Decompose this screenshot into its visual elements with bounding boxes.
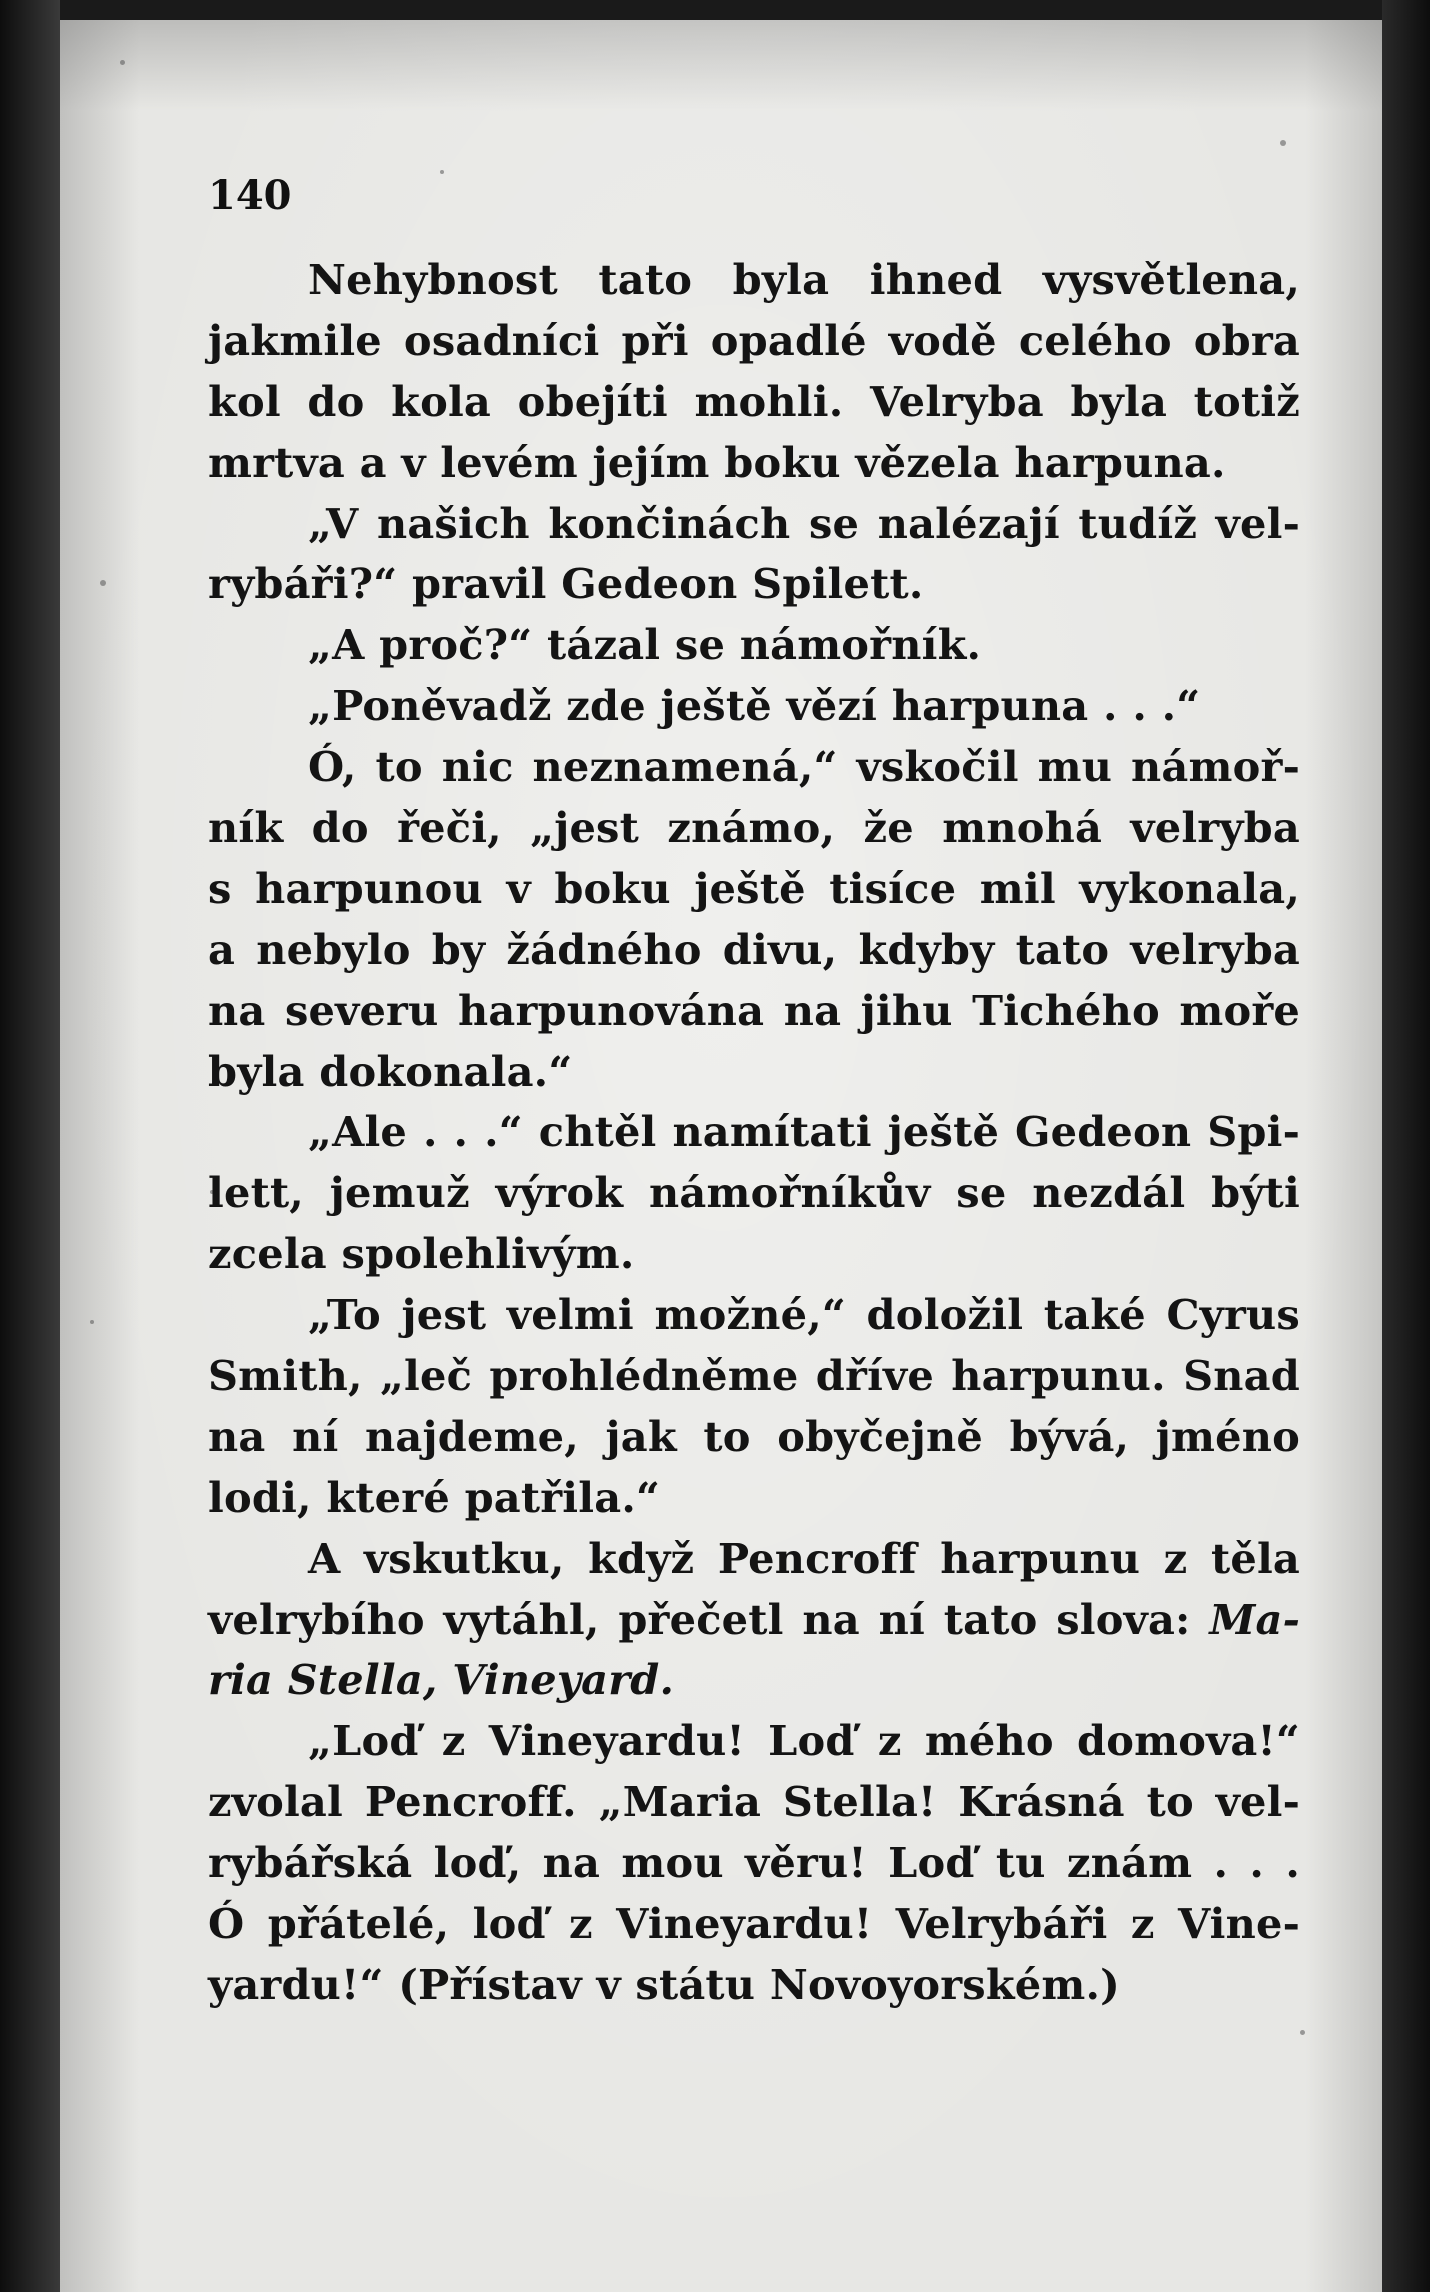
text-line: yardu!“ (Přístav v státu Novoyorském.)	[208, 1959, 1121, 2009]
text-line: mrtva a v levém jejím boku vězela harpuna.	[208, 437, 1226, 487]
page-number: 140	[208, 172, 292, 219]
text-line: a nebylo by žádného divu, kdyby tato velryba	[208, 924, 1300, 974]
scan-speck	[440, 170, 444, 174]
scan-speck	[1300, 2030, 1305, 2035]
scan-speck	[120, 60, 125, 65]
text-line: zvolal Pencroff. „Maria Stella! Krásná to vel-	[208, 1777, 1300, 1827]
scan-border-left	[0, 0, 60, 2292]
text-line: „A proč?“ tázal se námořník.	[308, 620, 982, 670]
text-line: s harpunou v boku ještě tisíce mil vykonala,	[208, 863, 1300, 913]
text-line: velrybího vytáhl, přečetl na ní tato slova: Ma-	[208, 1594, 1300, 1644]
text-line: Smith, „leč prohlédněme dříve harpunu. Snad	[208, 1351, 1300, 1401]
text-line: jakmile osadníci při opadlé vodě celého obra	[208, 315, 1300, 365]
text-line: rybářská loď, na mou věru! Loď tu znám . . .	[208, 1838, 1300, 1888]
text-line: ník do řeči, „jest známo, že mnohá velryba	[208, 803, 1300, 853]
scan-speck	[1280, 140, 1286, 146]
page-body-text	[208, 250, 1300, 2016]
text-line: Ó přátelé, loď z Vineyardu! Velrybáři z Vine-	[208, 1899, 1300, 1949]
text-line: byla dokonala.“	[208, 1046, 573, 1096]
text-line: ria Stella, Vineyard.	[208, 1655, 675, 1705]
text-line: lodi, které patřila.“	[208, 1472, 661, 1522]
text-line: na ní najdeme, jak to obyčejně bývá, jméno	[208, 1411, 1300, 1461]
text-line: „Ale . . .“ chtěl namítati ještě Gedeon Spi-	[308, 1107, 1300, 1157]
text-line: „V našich končinách se nalézají tudíž vel-	[308, 498, 1300, 548]
scan-speck	[100, 580, 106, 586]
scan-border-right	[1382, 0, 1430, 2292]
scan-speck	[90, 1320, 94, 1324]
text-line: lett, jemuž výrok námořníkův se nezdál býti	[208, 1168, 1300, 1218]
text-line: Nehybnost tato byla ihned vysvětlena,	[308, 255, 1300, 304]
text-line: „Poněvadž zde ještě vězí harpuna . . .“	[308, 681, 1201, 731]
text-line: zcela spolehlivým.	[208, 1229, 635, 1279]
text-line: rybáři?“ pravil Gedeon Spilett.	[208, 559, 924, 609]
text-line: „To jest velmi možné,“ doložil také Cyrus	[308, 1290, 1300, 1340]
text-line: na severu harpunována na jihu Tichého moře	[208, 985, 1300, 1035]
text-line: „Loď z Vineyardu! Loď z mého domova!“	[308, 1716, 1300, 1766]
text-line: Ó, to nic neznamená,“ vskočil mu námoř-	[308, 742, 1300, 792]
text-line: A vskutku, když Pencroff harpunu z těla	[308, 1533, 1300, 1583]
text-line: kol do kola obejíti mohli. Velryba byla totiž	[208, 376, 1300, 426]
